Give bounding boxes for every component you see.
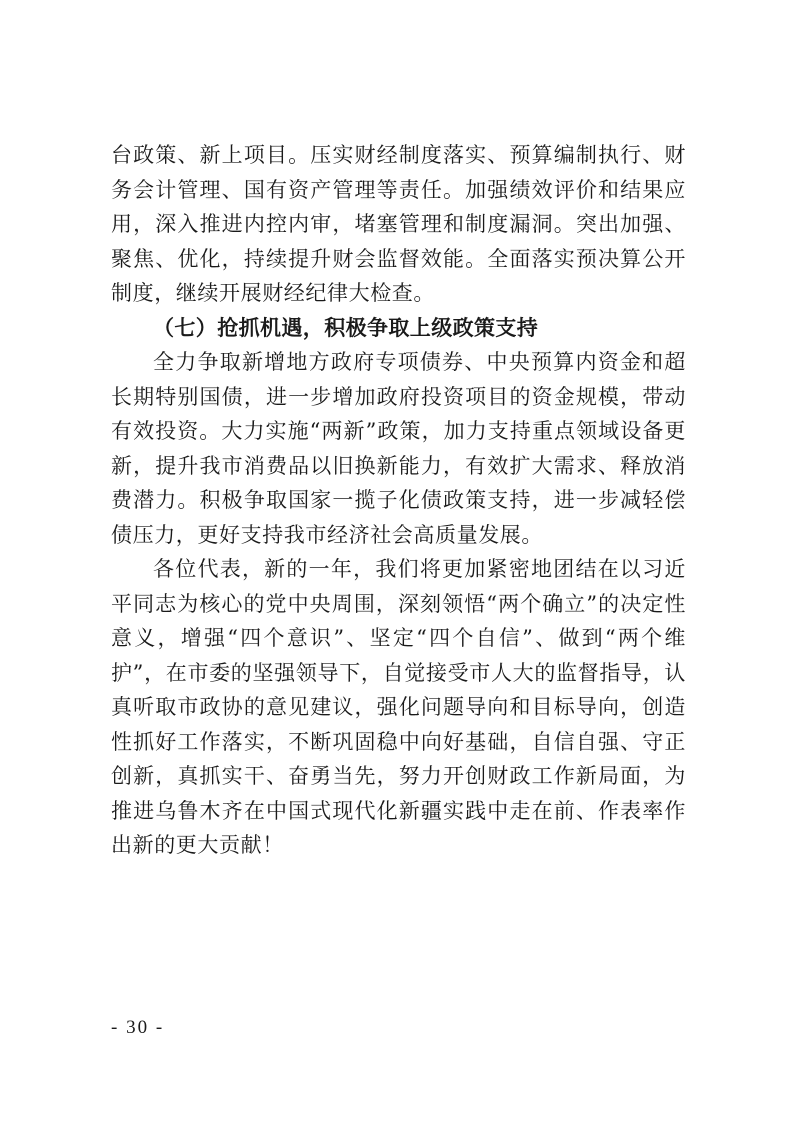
page-number: - 30 - [111,1017,165,1038]
section-heading: （七）抢抓机遇，积极争取上级政策支持 [153,315,539,340]
paragraph-continued: 台政策、新上项目。压实财经制度落实、预算编制执行、财务会计管理、国有资产管理等责任。加强绩效评价和结果应用，深入推进内控内审，堵塞管理和制度漏洞。突出加强、聚焦、优化，持续提升财会监督效能。全面落实预决算公开制度，继续开展财经纪律大检查。 [111,143,686,305]
paragraph: 各位代表，新的一年，我们将更加紧密地团结在以习近平同志为核心的党中央周围，深刻领悟“两个确立”的决定性意义，增强“四个意识”、坚定“四个自信”、做到“两个维护”，在市委的坚强领导下，自觉接受市人大的监督指导，认真听取市政协的意见建议，强化问题导向和目标导向，创造性抓好工作落实，不断巩固稳中向好基础，自信自强、守正创新，真抓实干、奋勇当先，努力开创财政工作新局面，为推进乌鲁木齐在中国式现代化新疆实践中走在前、作表率作出新的更大贡献！ [111,557,686,857]
paragraph: 全力争取新增地方政府专项债券、中央预算内资金和超长期特别国债，进一步增加政府投资项目的资金规模，带动有效投资。大力实施“两新”政策，加力支持重点领域设备更新，提升我市消费品以旧换新能力，有效扩大需求、释放消费潜力。积极争取国家一揽子化债政策支持，进一步减轻偿债压力，更好支持我市经济社会高质量发展。 [111,350,686,547]
document-body [111,138,686,863]
